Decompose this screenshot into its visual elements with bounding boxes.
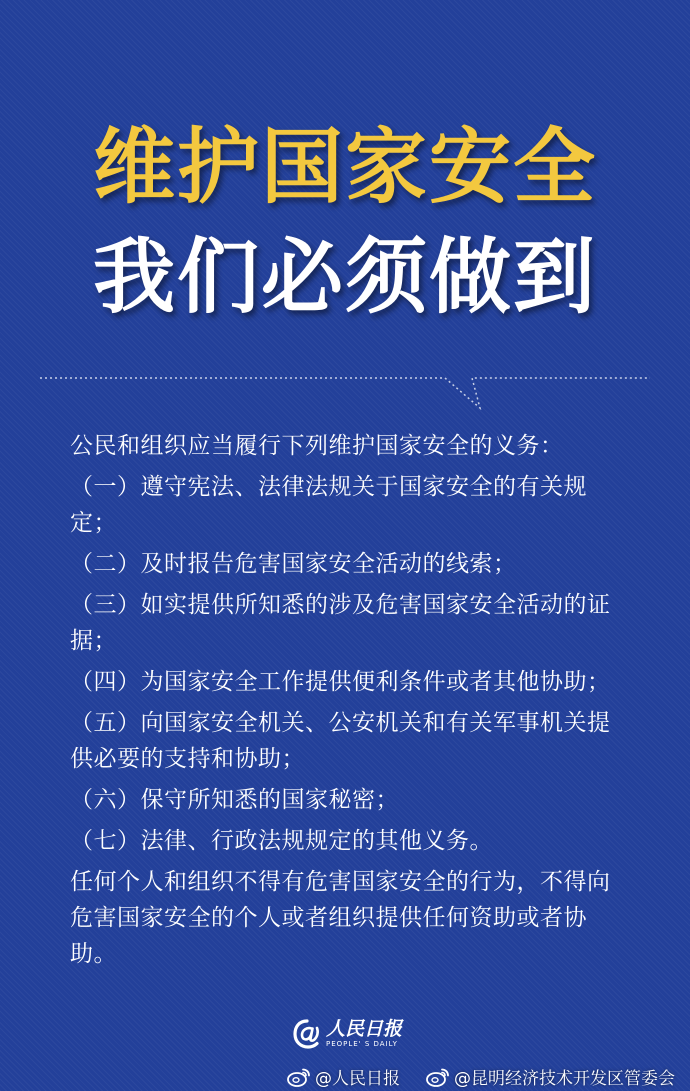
speech-bubble-divider — [40, 362, 650, 410]
duties-text — [70, 428, 625, 977]
credit-kunming-dev-zone[interactable] — [426, 1064, 675, 1089]
closing-text: 任何个人和组织不得有危害国家安全的行为，不得向危害国家安全的个人或者组织提供任何资助或者协助。 — [70, 869, 611, 967]
duty-item-2: （二）及时报告危害国家安全活动的线索； — [70, 551, 517, 577]
duty-item-3: （三）如实提供所知悉的涉及危害国家安全活动的证据； — [70, 592, 611, 654]
intro-text: 公民和组织应当履行下列维护国家安全的义务： — [70, 433, 564, 459]
credit-people-daily[interactable] — [287, 1064, 400, 1089]
watermark-footer — [0, 1060, 690, 1091]
duty-item-4: （四）为国家安全工作提供便利条件或者其他协助； — [70, 669, 611, 695]
duty-item-6: （六）保守所知悉的国家秘密； — [70, 787, 399, 813]
title-line-1: 维护国家安全 — [92, 120, 597, 215]
duty-item-5: （五）向国家安全机关、公安机关和有关军事机关提供必要的支持和协助； — [70, 710, 611, 772]
title-line-2: 我们必须做到 — [92, 230, 597, 325]
duty-item-1: （一）遵守宪法、法律法规关于国家安全的有关规定； — [70, 474, 587, 536]
credit-kunming-dev-zone-text: @昆明经济技术开发区管委会 — [454, 1069, 675, 1089]
logo-name: 人民日报 — [326, 1018, 403, 1040]
people-daily-logo — [292, 1016, 402, 1052]
weibo-icon — [287, 1067, 311, 1087]
duty-item-7: （七）法律、行政法规规定的其他义务。 — [70, 828, 493, 854]
logo-subtitle: PEOPLE' S DAILY — [326, 1040, 398, 1048]
people-daily-logo-icon — [292, 1018, 322, 1050]
weibo-icon — [426, 1067, 450, 1087]
credit-people-daily-text: @人民日报 — [315, 1069, 400, 1089]
